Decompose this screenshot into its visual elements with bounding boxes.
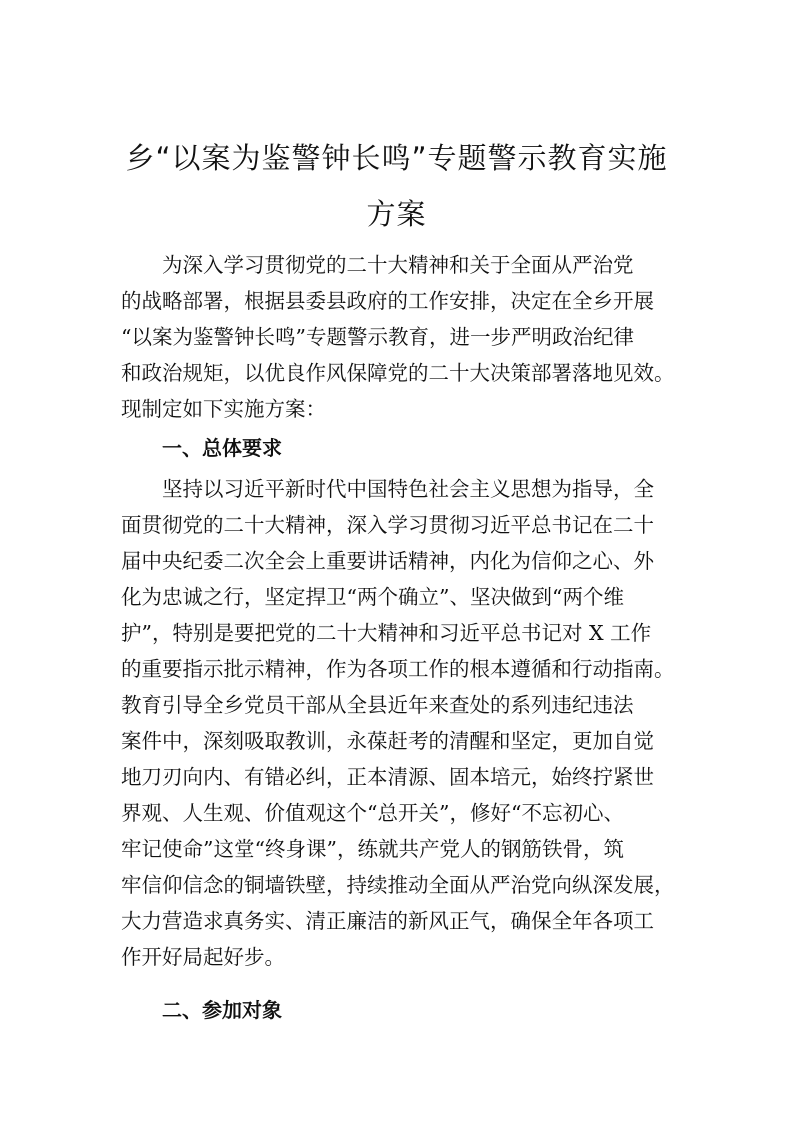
section1-line: 牢信仰信念的铜墙铁壁，持续推动全面从严治党向纵深发展，	[121, 873, 675, 897]
section1-line: 作开好局起好步。	[121, 945, 285, 969]
document-title-line-2: 方案	[366, 197, 427, 231]
section1-line: 教育引导全乡党员干部从全县近年来查处的系列违纪违法	[121, 693, 634, 717]
section1-line: 坚持以习近平新时代中国特色社会主义思想为指导，全	[162, 477, 654, 501]
intro-line: “以案为鉴警钟长鸣”专题警示教育，进一步严明政治纪律	[121, 325, 634, 349]
section1-line: 面贯彻党的二十大精神，深入学习贯彻习近平总书记在二十	[121, 513, 654, 537]
section1-line: 护”，特别是要把党的二十大精神和习近平总书记对 X 工作	[121, 621, 652, 645]
intro-line: 的战略部署，根据县委县政府的工作安排，决定在全乡开展	[121, 289, 654, 313]
section-heading-general-requirements: 一、总体要求	[162, 436, 282, 460]
section1-line: 大力营造求真务实、清正廉洁的新风正气，确保全年各项工	[121, 909, 654, 933]
section1-line: 地刀刃向内、有错必纠，正本清源、固本培元，始终拧紧世	[121, 765, 654, 789]
section1-line: 案件中，深刻吸取教训，永葆赶考的清醒和坚定，更加自觉	[121, 729, 654, 753]
document-title-line-1: 乡“以案为鉴警钟长鸣”专题警示教育实施	[125, 141, 668, 175]
section1-line: 届中央纪委二次全会上重要讲话精神，内化为信仰之心、外	[121, 549, 654, 573]
section1-line: 界观、人生观、价值观这个“总开关”，修好“不忘初心、	[121, 801, 624, 825]
section1-line: 化为忠诚之行，坚定捍卫“两个确立”、坚决做到“两个维	[121, 585, 624, 609]
section1-line: 的重要指示批示精神，作为各项工作的根本遵循和行动指南。	[121, 657, 675, 681]
intro-line: 为深入学习贯彻党的二十大精神和关于全面从严治党	[162, 253, 634, 277]
intro-line: 和政治规矩，以优良作风保障党的二十大决策部署落地见效。	[121, 361, 675, 385]
section-heading-participants: 二、参加对象	[162, 998, 282, 1022]
intro-line: 现制定如下实施方案：	[121, 397, 326, 421]
section1-line: 牢记使命”这堂“终身课”，练就共产党人的钢筋铁骨，筑	[121, 837, 624, 861]
